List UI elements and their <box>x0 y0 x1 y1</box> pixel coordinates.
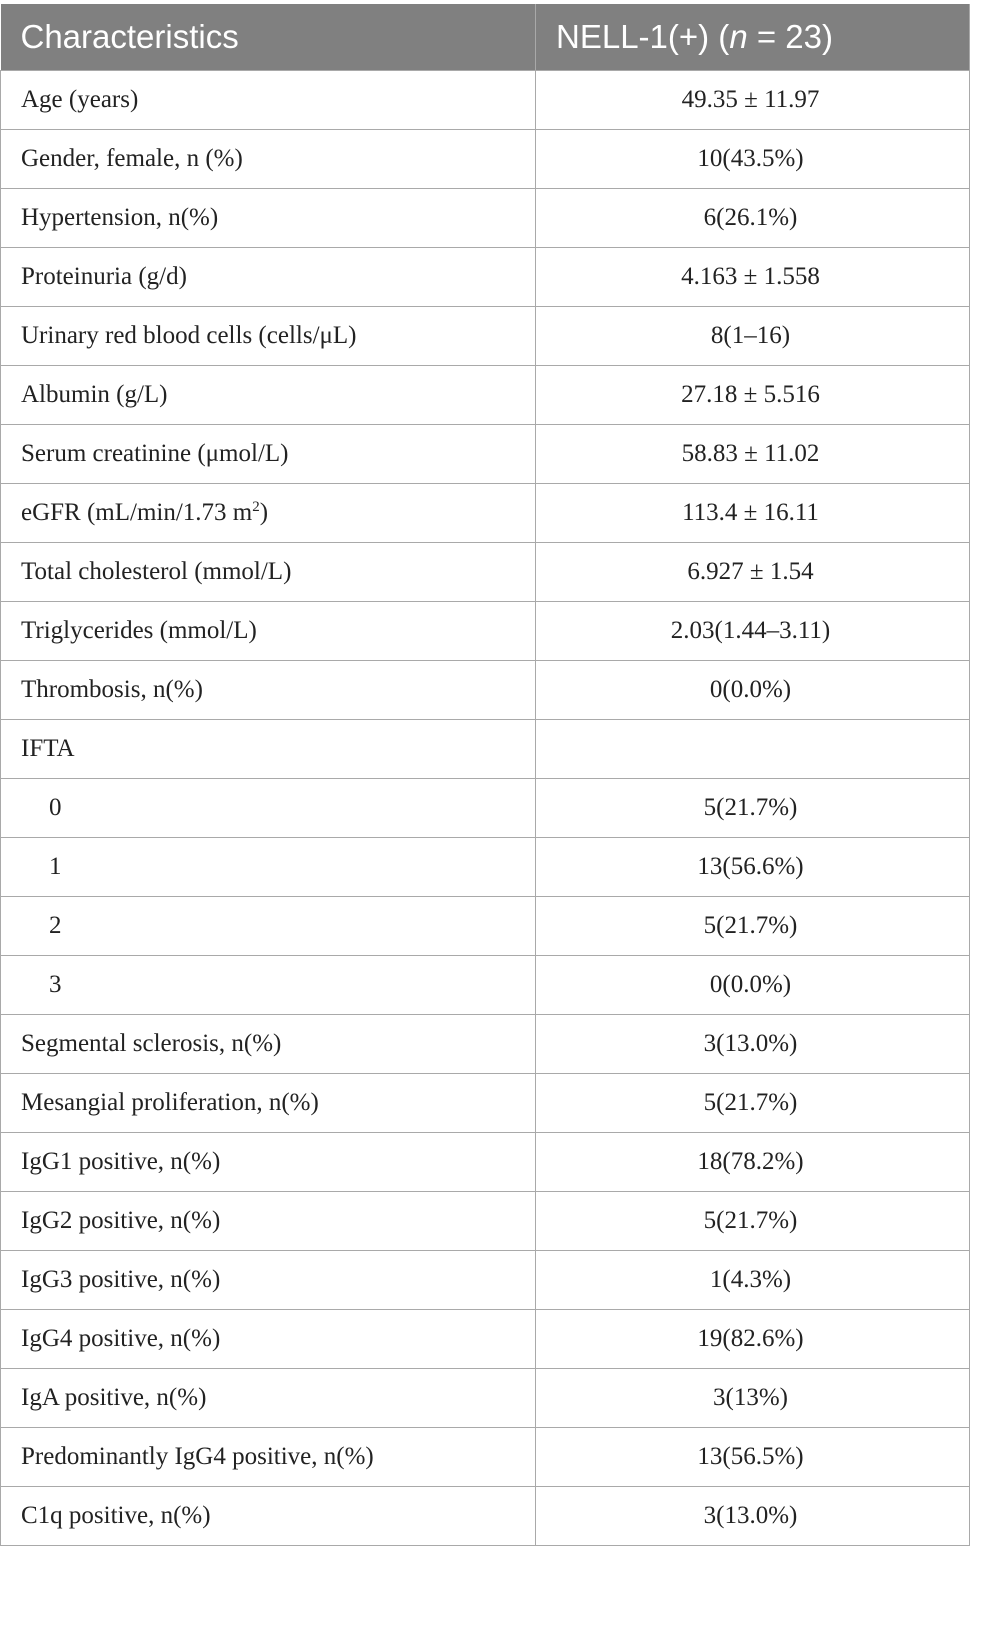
table-row <box>1 248 970 307</box>
header-nell1-group <box>536 4 970 71</box>
egfr-label-superscript: 2 <box>252 499 260 515</box>
row-value-igg4: 19(82.6%) <box>536 1310 970 1369</box>
row-label-thrombosis: Thrombosis, n(%) <box>1 661 536 720</box>
row-value-triglycerides: 2.03(1.44–3.11) <box>536 602 970 661</box>
table-header-row <box>1 4 970 71</box>
row-value-age: 49.35 ± 11.97 <box>536 71 970 130</box>
egfr-label-prefix: eGFR (mL/min/1.73 m <box>21 499 253 526</box>
table-row <box>1 1428 970 1487</box>
row-label-igg3: IgG3 positive, n(%) <box>1 1251 536 1310</box>
table-row <box>1 1192 970 1251</box>
row-label-segmental-sclerosis: Segmental sclerosis, n(%) <box>1 1015 536 1074</box>
row-label-ifta-2: 2 <box>1 897 536 956</box>
table-row <box>1 543 970 602</box>
row-value-igg1: 18(78.2%) <box>536 1133 970 1192</box>
table-row <box>1 366 970 425</box>
row-label-serum-creatinine: Serum creatinine (μmol/L) <box>1 425 536 484</box>
characteristics-table-container <box>0 4 969 1546</box>
row-value-gender: 10(43.5%) <box>536 130 970 189</box>
row-value-igg2: 5(21.7%) <box>536 1192 970 1251</box>
row-value-serum-creatinine: 58.83 ± 11.02 <box>536 425 970 484</box>
row-label-ifta-3: 3 <box>1 956 536 1015</box>
table-row <box>1 1074 970 1133</box>
row-label-gender: Gender, female, n (%) <box>1 130 536 189</box>
row-value-igg3: 1(4.3%) <box>536 1251 970 1310</box>
row-label-egfr <box>1 484 536 543</box>
table-row <box>1 1251 970 1310</box>
row-value-mesangial-proliferation: 5(21.7%) <box>536 1074 970 1133</box>
row-label-hypertension: Hypertension, n(%) <box>1 189 536 248</box>
table-row <box>1 897 970 956</box>
table-row <box>1 1487 970 1546</box>
table-row <box>1 189 970 248</box>
row-label-albumin: Albumin (g/L) <box>1 366 536 425</box>
table-row <box>1 779 970 838</box>
row-value-total-cholesterol: 6.927 ± 1.54 <box>536 543 970 602</box>
row-label-age: Age (years) <box>1 71 536 130</box>
row-value-predominantly-igg4: 13(56.5%) <box>536 1428 970 1487</box>
table-row <box>1 1015 970 1074</box>
row-label-proteinuria: Proteinuria (g/d) <box>1 248 536 307</box>
row-label-igg1: IgG1 positive, n(%) <box>1 1133 536 1192</box>
table-row <box>1 71 970 130</box>
row-label-iga: IgA positive, n(%) <box>1 1369 536 1428</box>
table-row <box>1 130 970 189</box>
table-row <box>1 602 970 661</box>
header-characteristics: Characteristics <box>1 4 536 71</box>
row-label-urinary-rbc: Urinary red blood cells (cells/μL) <box>1 307 536 366</box>
table-row <box>1 720 970 779</box>
row-label-total-cholesterol: Total cholesterol (mmol/L) <box>1 543 536 602</box>
row-value-iga: 3(13%) <box>536 1369 970 1428</box>
row-value-ifta <box>536 720 970 779</box>
header-nell1-suffix: = 23) <box>747 18 833 55</box>
table-row <box>1 661 970 720</box>
characteristics-table <box>0 4 970 1546</box>
header-nell1-n: n <box>729 18 748 55</box>
row-value-albumin: 27.18 ± 5.516 <box>536 366 970 425</box>
row-value-thrombosis: 0(0.0%) <box>536 661 970 720</box>
table-row <box>1 1310 970 1369</box>
table-row <box>1 1369 970 1428</box>
table-row <box>1 956 970 1015</box>
row-value-egfr: 113.4 ± 16.11 <box>536 484 970 543</box>
row-value-hypertension: 6(26.1%) <box>536 189 970 248</box>
table-row <box>1 838 970 897</box>
table-row <box>1 484 970 543</box>
row-label-igg2: IgG2 positive, n(%) <box>1 1192 536 1251</box>
row-label-ifta-1: 1 <box>1 838 536 897</box>
header-nell1-prefix: NELL-1(+) ( <box>556 18 730 55</box>
row-value-ifta-2: 5(21.7%) <box>536 897 970 956</box>
egfr-label-suffix: ) <box>259 499 269 526</box>
row-label-predominantly-igg4: Predominantly IgG4 positive, n(%) <box>1 1428 536 1487</box>
table-row <box>1 307 970 366</box>
row-value-proteinuria: 4.163 ± 1.558 <box>536 248 970 307</box>
row-value-ifta-1: 13(56.6%) <box>536 838 970 897</box>
row-value-c1q: 3(13.0%) <box>536 1487 970 1546</box>
row-label-c1q: C1q positive, n(%) <box>1 1487 536 1546</box>
table-row <box>1 425 970 484</box>
row-value-segmental-sclerosis: 3(13.0%) <box>536 1015 970 1074</box>
table-row <box>1 1133 970 1192</box>
row-label-ifta: IFTA <box>1 720 536 779</box>
row-label-ifta-0: 0 <box>1 779 536 838</box>
row-value-urinary-rbc: 8(1–16) <box>536 307 970 366</box>
row-value-ifta-0: 5(21.7%) <box>536 779 970 838</box>
row-label-triglycerides: Triglycerides (mmol/L) <box>1 602 536 661</box>
row-label-mesangial-proliferation: Mesangial proliferation, n(%) <box>1 1074 536 1133</box>
row-value-ifta-3: 0(0.0%) <box>536 956 970 1015</box>
row-label-igg4: IgG4 positive, n(%) <box>1 1310 536 1369</box>
